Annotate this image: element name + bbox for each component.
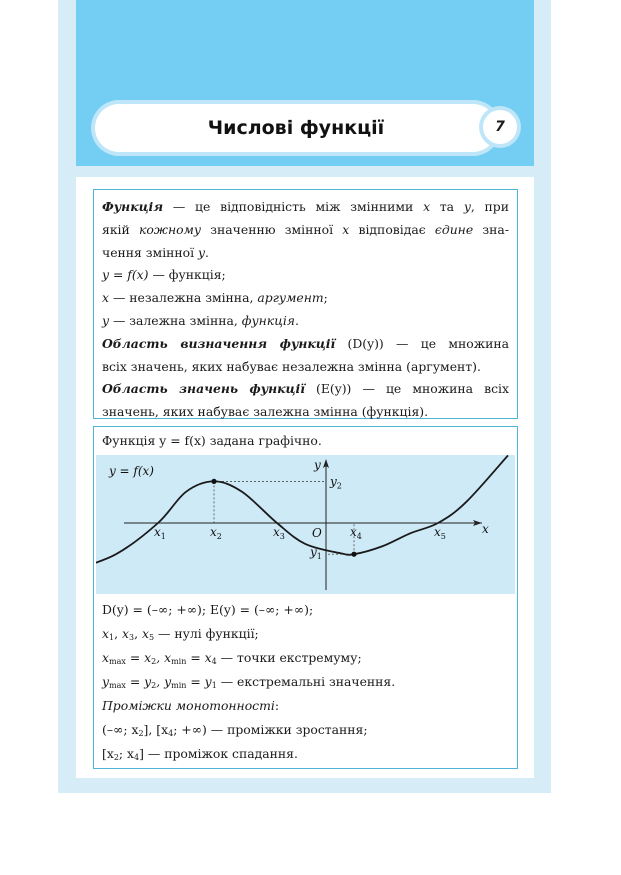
x-tick-label-3: $x_3$ [273, 525, 285, 541]
x-tick-label-5: $x_5$ [434, 525, 446, 541]
y-tick-label-1: $y_1$ [310, 545, 322, 562]
x-tick-label-2: $x_2$ [210, 525, 222, 541]
def-line-10: значень, яких набуває залежна змінна (функція). [102, 404, 429, 420]
extremum-point-2 [351, 552, 356, 557]
def-line-4: y = f(x) — функція; [102, 267, 226, 283]
definition-box [93, 189, 518, 419]
domain-range-line: D(y) = (–∞; +∞); E(y) = (–∞; +∞); [102, 602, 314, 617]
x-axis-label: x [482, 522, 489, 536]
page-number: 7 [483, 110, 517, 144]
def-line-6: y — залежна змінна, функція. [102, 312, 299, 328]
graph-area [96, 455, 515, 594]
def-line-3: чення змінної y. [102, 244, 209, 260]
def-line-2: якій кожному значенню змінної x відповідає єдине зна- [102, 221, 510, 237]
page-title: Числові функції [207, 117, 385, 139]
curve-title: y = f(x) [108, 464, 154, 478]
origin-label: O [312, 526, 322, 540]
def-line-8: всіх значень, яких набуває незалежна змінна (аргумент). [102, 358, 481, 374]
y-tick-label-2: $y_2$ [330, 474, 342, 491]
def-line-1: Функція — це відповідність між змінними x та y, при [102, 199, 509, 214]
graph-box [93, 426, 518, 769]
extremum-values-line: $y_{max} = y_2$, $y_{min} = y_1$ — екстремальні значення. [102, 674, 396, 690]
extremum-point-1 [211, 479, 216, 484]
function-chart [96, 455, 515, 594]
def-line-7: Область визначення функції (D(y)) — це множина [102, 335, 510, 351]
def-line-9: Область значень функції (E(y)) — це множина всіх [102, 381, 509, 397]
increase-line: (–∞; $x_2$], [$x_4$; +∞) — проміжки зростання; [102, 722, 368, 738]
decrease-line: [$x_2$; $x_4$] — проміжок спадання. [102, 746, 298, 762]
zeros-line: $x_1$, $x_3$, $x_5$ — нулі функції; [102, 626, 259, 642]
x-tick-label-1: $x_1$ [154, 525, 166, 541]
graph-intro: Функція y = f(x) задана графічно. [102, 433, 322, 448]
y-axis-label: y [314, 458, 321, 472]
x-tick-label-4: $x_4$ [350, 525, 362, 541]
monotonic-title: Проміжки монотонності: [102, 698, 280, 713]
function-curve [96, 455, 508, 569]
def-line-5: x — незалежна змінна, аргумент; [102, 290, 328, 306]
extremum-points-line: $x_{max} = x_2$, $x_{min} = x_4$ — точки екстремуму; [102, 650, 362, 666]
title-pill [95, 104, 497, 152]
